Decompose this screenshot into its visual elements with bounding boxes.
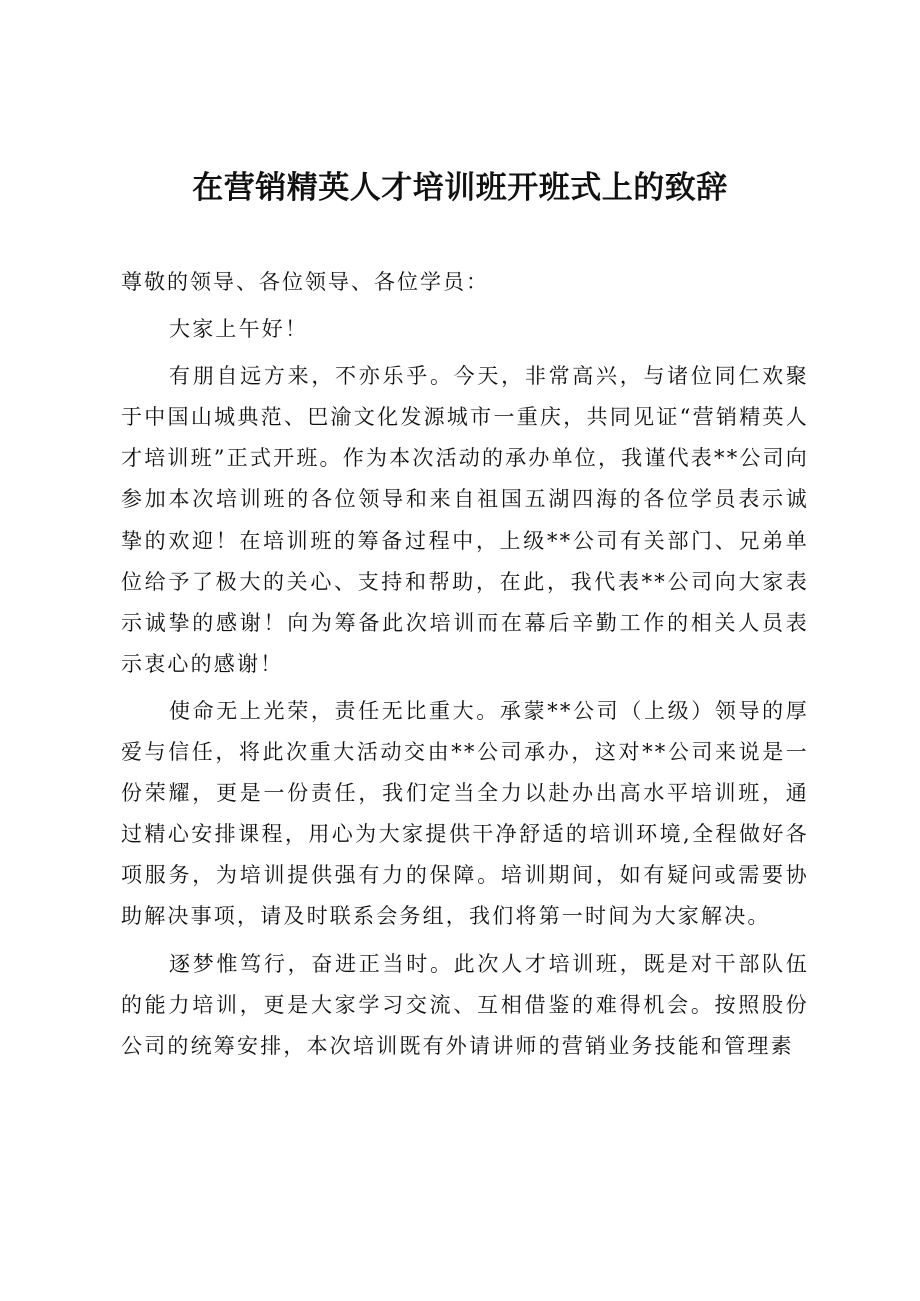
- paragraph-welcome: 有朋自远方来，不亦乐乎。今天，非常高兴，与诸位同仁欢聚于中国山城典范、巴渝文化发源城市一重庆，共同见证“营销精英人才培训班”正式开班。作为本次活动的承办单位，我谨代表**公司向参加本次培训班的各位领导和来自祖国五湖四海的各位学员表示诚挚的欢迎！在培训班的筹备过程中，上级**公司有关部门、兄弟单位给予了极大的关心、支持和帮助，在此，我代表**公司向大家表示诚挚的感谢！向为筹备此次培训而在幕后辛勤工作的相关人员表示衷心的感谢！: [121, 364, 809, 676]
- salutation: 尊敬的领导、各位领导、各位学员：: [121, 270, 489, 294]
- document-body: [121, 262, 809, 1067]
- paragraph-training: 逐梦惟笃行，奋进正当时。此次人才培训班，既是对干部队伍的能力培训，更是大家学习交流、互相借鉴的难得机会。按照股份公司的统筹安排，本次培训既有外请讲师的营销业务技能和管理素: [121, 951, 809, 1058]
- paragraph-greeting: 大家上午好！: [169, 317, 309, 342]
- document-title: 在营销精英人才培训班开班式上的致辞: [192, 170, 728, 206]
- paragraph-responsibility: 使命无上光荣，责任无比重大。承蒙**公司（上级）领导的厚爱与信任，将此次重大活动交由**公司承办，这对**公司来说是一份荣耀，更是一份责任，我们定当全力以赴办出高水平培训班，通过精心安排课程，用心为大家提供干净舒适的培训环境,全程做好各项服务，为培训提供强有力的保障。培训期间，如有疑问或需要协助解决事项，请及时联系会务组，我们将第一时间为大家解决。: [121, 698, 809, 929]
